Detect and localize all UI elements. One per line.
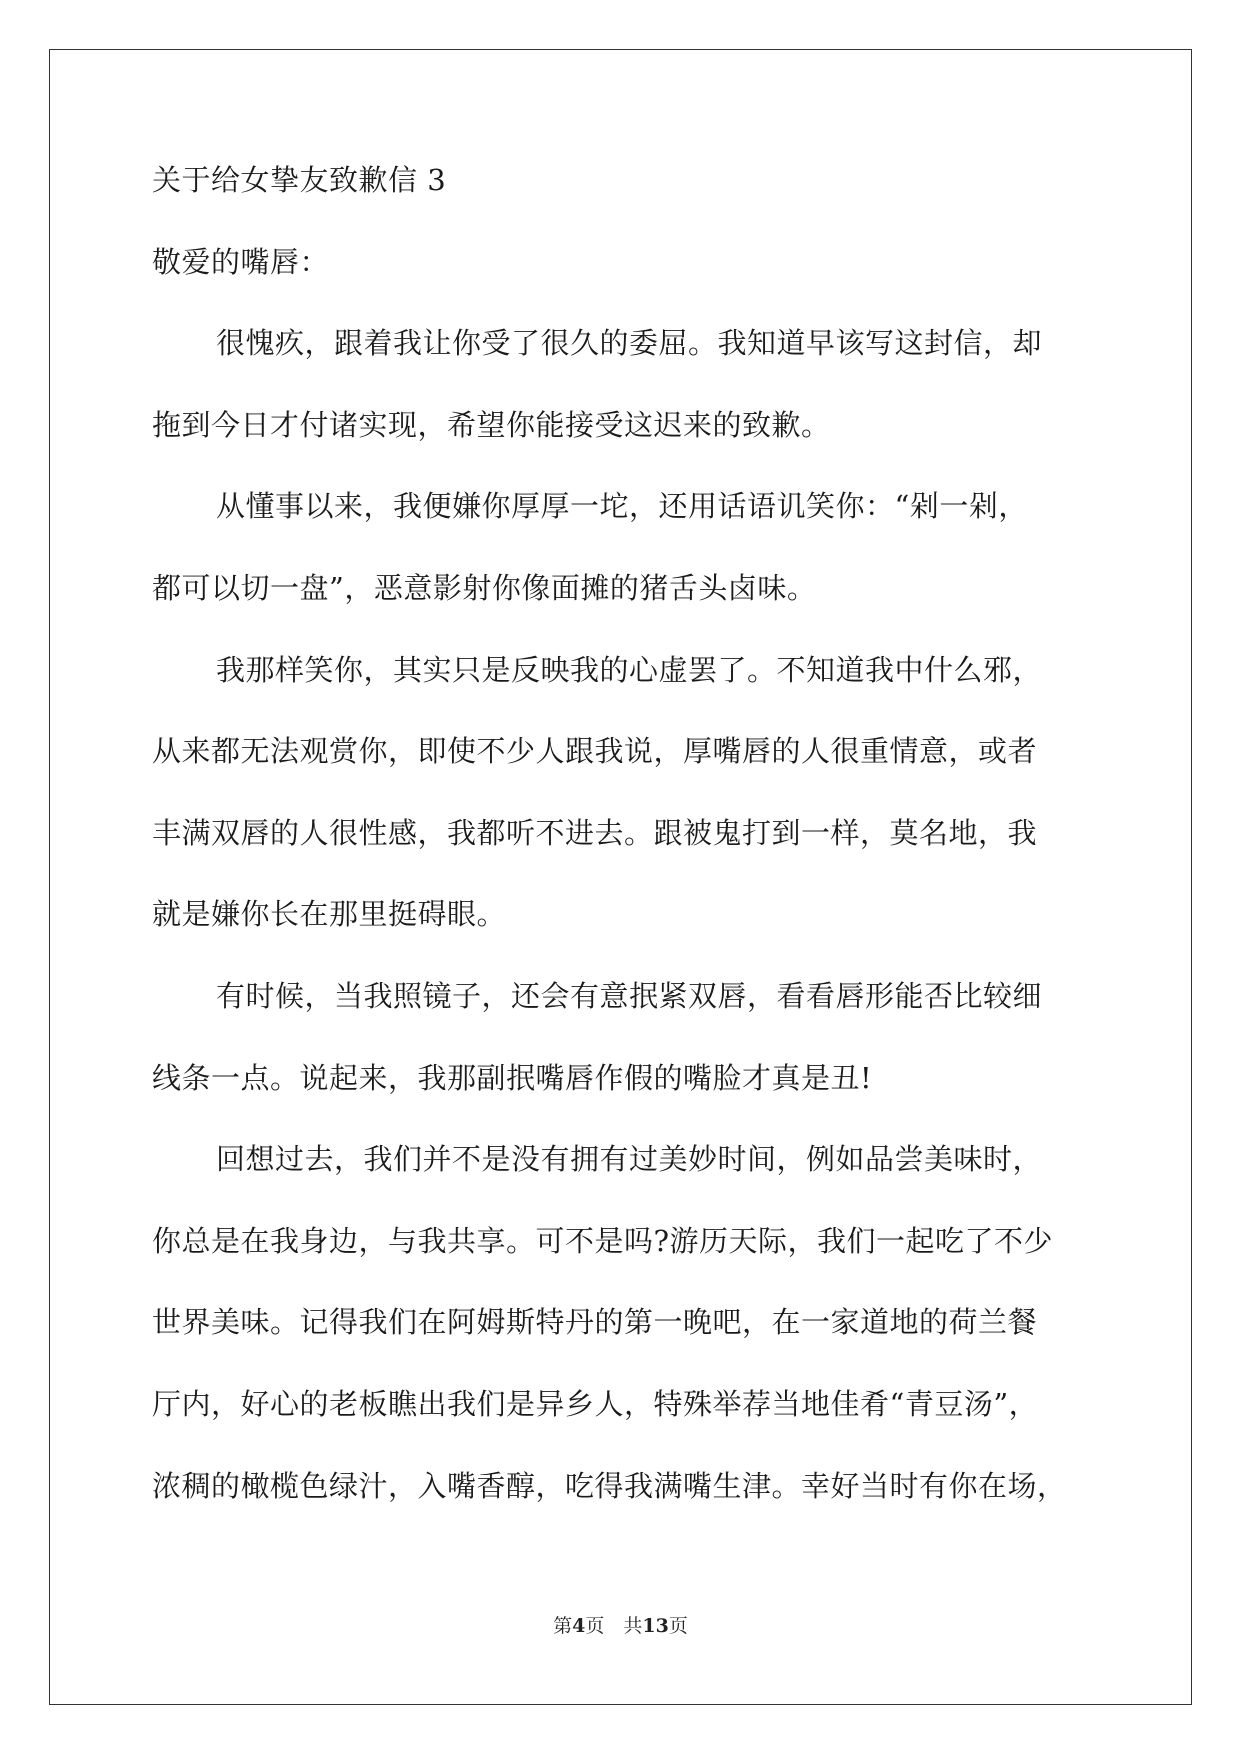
footer-suffix: 页 [668,1615,688,1637]
page-footer [0,1614,1241,1638]
paragraph-line: 浓稠的橄榄色绿汁，入嘴香醇，吃得我满嘴生津。幸好当时有你在场， [152,1468,1067,1503]
paragraph-line: 有时候，当我照镜子，还会有意抿紧双唇，看看唇形能否比较细 [216,978,1043,1013]
paragraph-line: 从来都无法观赏你，即使不少人跟我说，厚嘴唇的人很重情意，或者 [152,734,1038,769]
paragraph-line: 你总是在我身边，与我共享。可不是吗?游历天际，我们一起吃了不少 [152,1223,1054,1258]
paragraph-line: 我那样笑你，其实只是反映我的心虚罢了。不知道我中什么邪， [216,652,1043,687]
total-pages-number: 13 [642,1615,669,1637]
footer-mid: 页 共 [585,1615,643,1637]
paragraph-line: 回想过去，我们并不是没有拥有过美妙时间，例如品尝美味时， [216,1142,1043,1177]
paragraph-line: 拖到今日才付诸实现，希望你能接受这迟来的致歉。 [152,407,831,442]
paragraph-line: 从懂事以来，我便嫌你厚厚一坨，还用话语讥笑你：“剁一剁， [216,489,1028,524]
paragraph-line: 很愧疚，跟着我让你受了很久的委屈。我知道早该写这封信，却 [216,326,1043,361]
paragraph-line: 丰满双唇的人很性感，我都听不进去。跟被鬼打到一样，莫名地，我 [152,815,1038,850]
paragraph-line: 就是嫌你长在那里挺碍眼。 [152,897,507,932]
paragraph-line: 线条一点。说起来，我那副抿嘴唇作假的嘴脸才真是丑! [152,1060,873,1095]
document-title: 关于给女挚友致歉信 3 [152,163,447,197]
salutation: 敬爱的嘴唇： [152,244,330,279]
document-body [152,163,1092,1550]
paragraph-line: 厅内，好心的老板瞧出我们是异乡人，特殊举荐当地佳肴“青豆汤”， [152,1386,1039,1421]
paragraph-line: 世界美味。记得我们在阿姆斯特丹的第一晚吧，在一家道地的荷兰餐 [152,1305,1038,1340]
current-page-number: 4 [572,1615,586,1637]
paragraph-line: 都可以切一盘”，恶意影射你像面摊的猪舌头卤味。 [152,570,817,605]
footer-prefix: 第 [553,1615,573,1637]
